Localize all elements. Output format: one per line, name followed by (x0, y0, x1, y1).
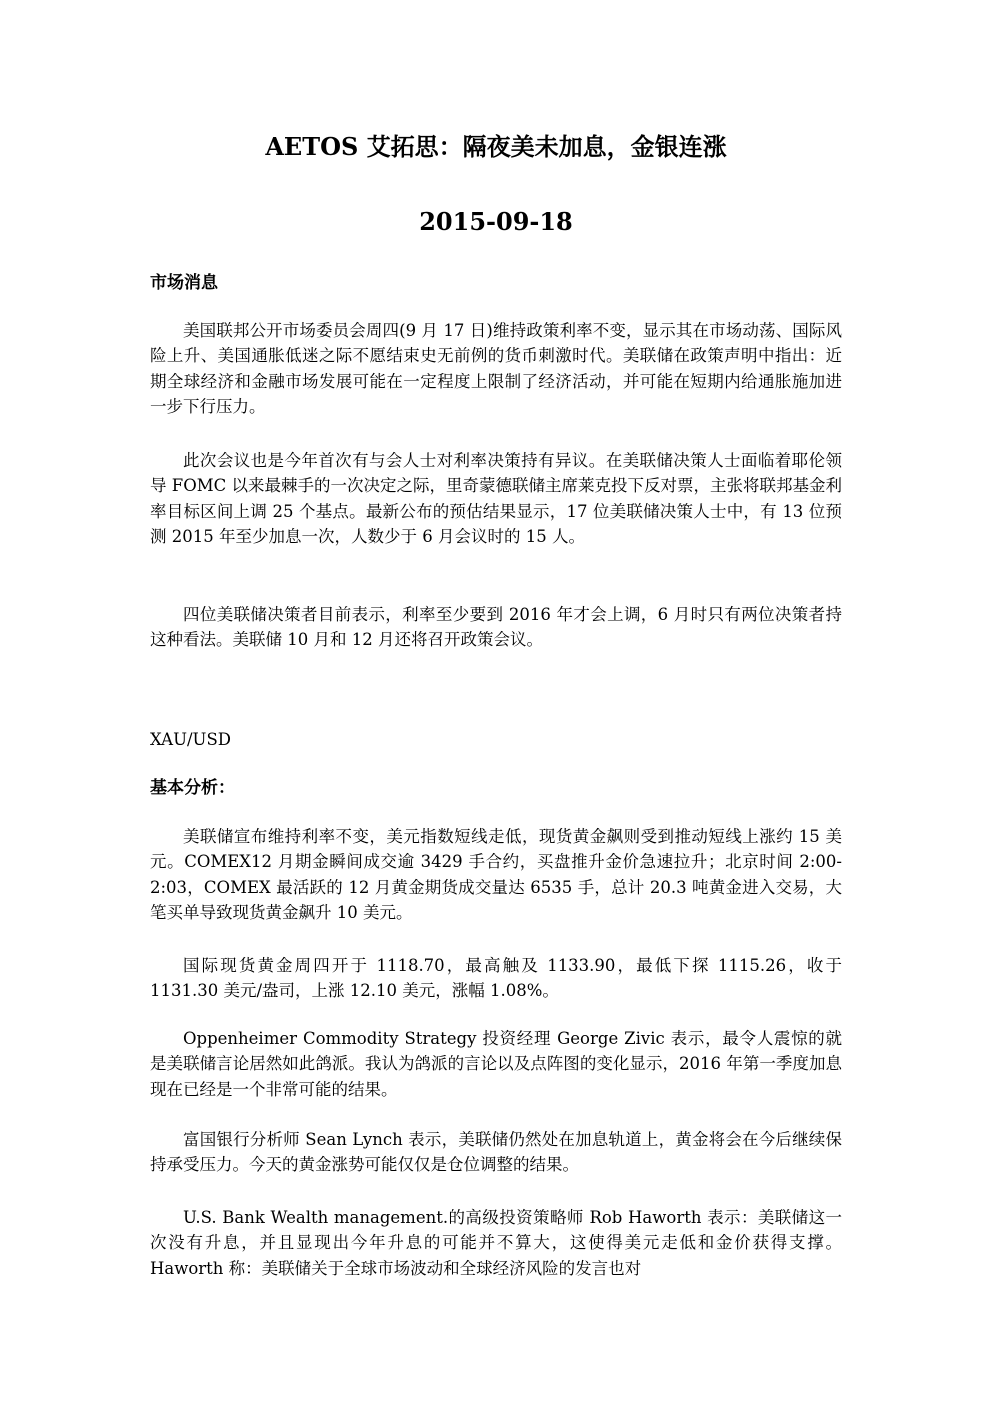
document-date: 2015-09-18 (419, 207, 573, 236)
xau-paragraph-1: 美联储宣布维持利率不变，美元指数短线走低，现货黄金飙则受到推动短线上涨约 15 美元。COMEX12 月期金瞬间成交逾 3429 手合约，买盘推升金价急速拉升；北京时间 2:00-2:03，COMEX 最活跃的 12 月黄金期货成交量达 6535 手，总计 20.3 吨黄金进入交易，大笔买单导致现货黄金飙升 10 美元。 (150, 827, 842, 923)
section-heading-fundamental-analysis: 基本分析： (150, 778, 235, 798)
xau-paragraph-5: U.S. Bank Wealth management.的高级投资策略师 Rob Haworth 表示：美联储这一次没有升息，并且显现出今年升息的可能并不算大，这使得美元走低和金价获得支撑。Haworth 称：美联储关于全球市场波动和全球经济风险的发言也对 (150, 1208, 842, 1278)
xau-paragraph-3: Oppenheimer Commodity Strategy 投资经理 George Zivic 表示，最令人震惊的就是美联储言论居然如此鸽派。我认为鸽派的言论以及点阵图的变化显示，2016 年第一季度加息现在已经是一个非常可能的结果。 (150, 1029, 842, 1099)
instrument-symbol: XAU/USD (150, 730, 231, 749)
market-paragraph-2: 此次会议也是今年首次有与会人士对利率决策持有异议。在美联储决策人士面临着耶伦领导 FOMC 以来最棘手的一次决定之际，里奇蒙德联储主席莱克投下反对票，主张将联邦基金利率目标区间上调 25 个基点。最新公布的预估结果显示，17 位美联储决策人士中，有 13 位预测 2015 年至少加息一次，人数少于 6 月会议时的 15 人。 (150, 451, 842, 547)
market-paragraph-3: 四位美联储决策者目前表示，利率至少要到 2016 年才会上调，6 月时只有两位决策者持这种看法。美联储 10 月和 12 月还将召开政策会议。 (150, 605, 842, 650)
xau-paragraph-2: 国际现货黄金周四开于 1118.70，最高触及 1133.90，最低下探 1115.26，收于 1131.30 美元/盎司，上涨 12.10 美元，涨幅 1.08%。 (150, 956, 842, 1001)
market-paragraph-1: 美国联邦公开市场委员会周四(9 月 17 日)维持政策利率不变，显示其在市场动荡、国际风险上升、美国通胀低迷之际不愿结束史无前例的货币刺激时代。美联储在政策声明中指出：近期全球经济和金融市场发展可能在一定程度上限制了经济活动，并可能在短期内给通胀施加进一步下行压力。 (150, 321, 842, 417)
document-title: AETOS 艾拓思：隔夜美未加息，金银连涨 (265, 132, 727, 161)
xau-paragraph-4: 富国银行分析师 Sean Lynch 表示，美联储仍然处在加息轨道上，黄金将会在今后继续保持承受压力。今天的黄金涨势可能仅仅是仓位调整的结果。 (150, 1130, 842, 1175)
section-heading-market-news: 市场消息 (150, 273, 218, 293)
